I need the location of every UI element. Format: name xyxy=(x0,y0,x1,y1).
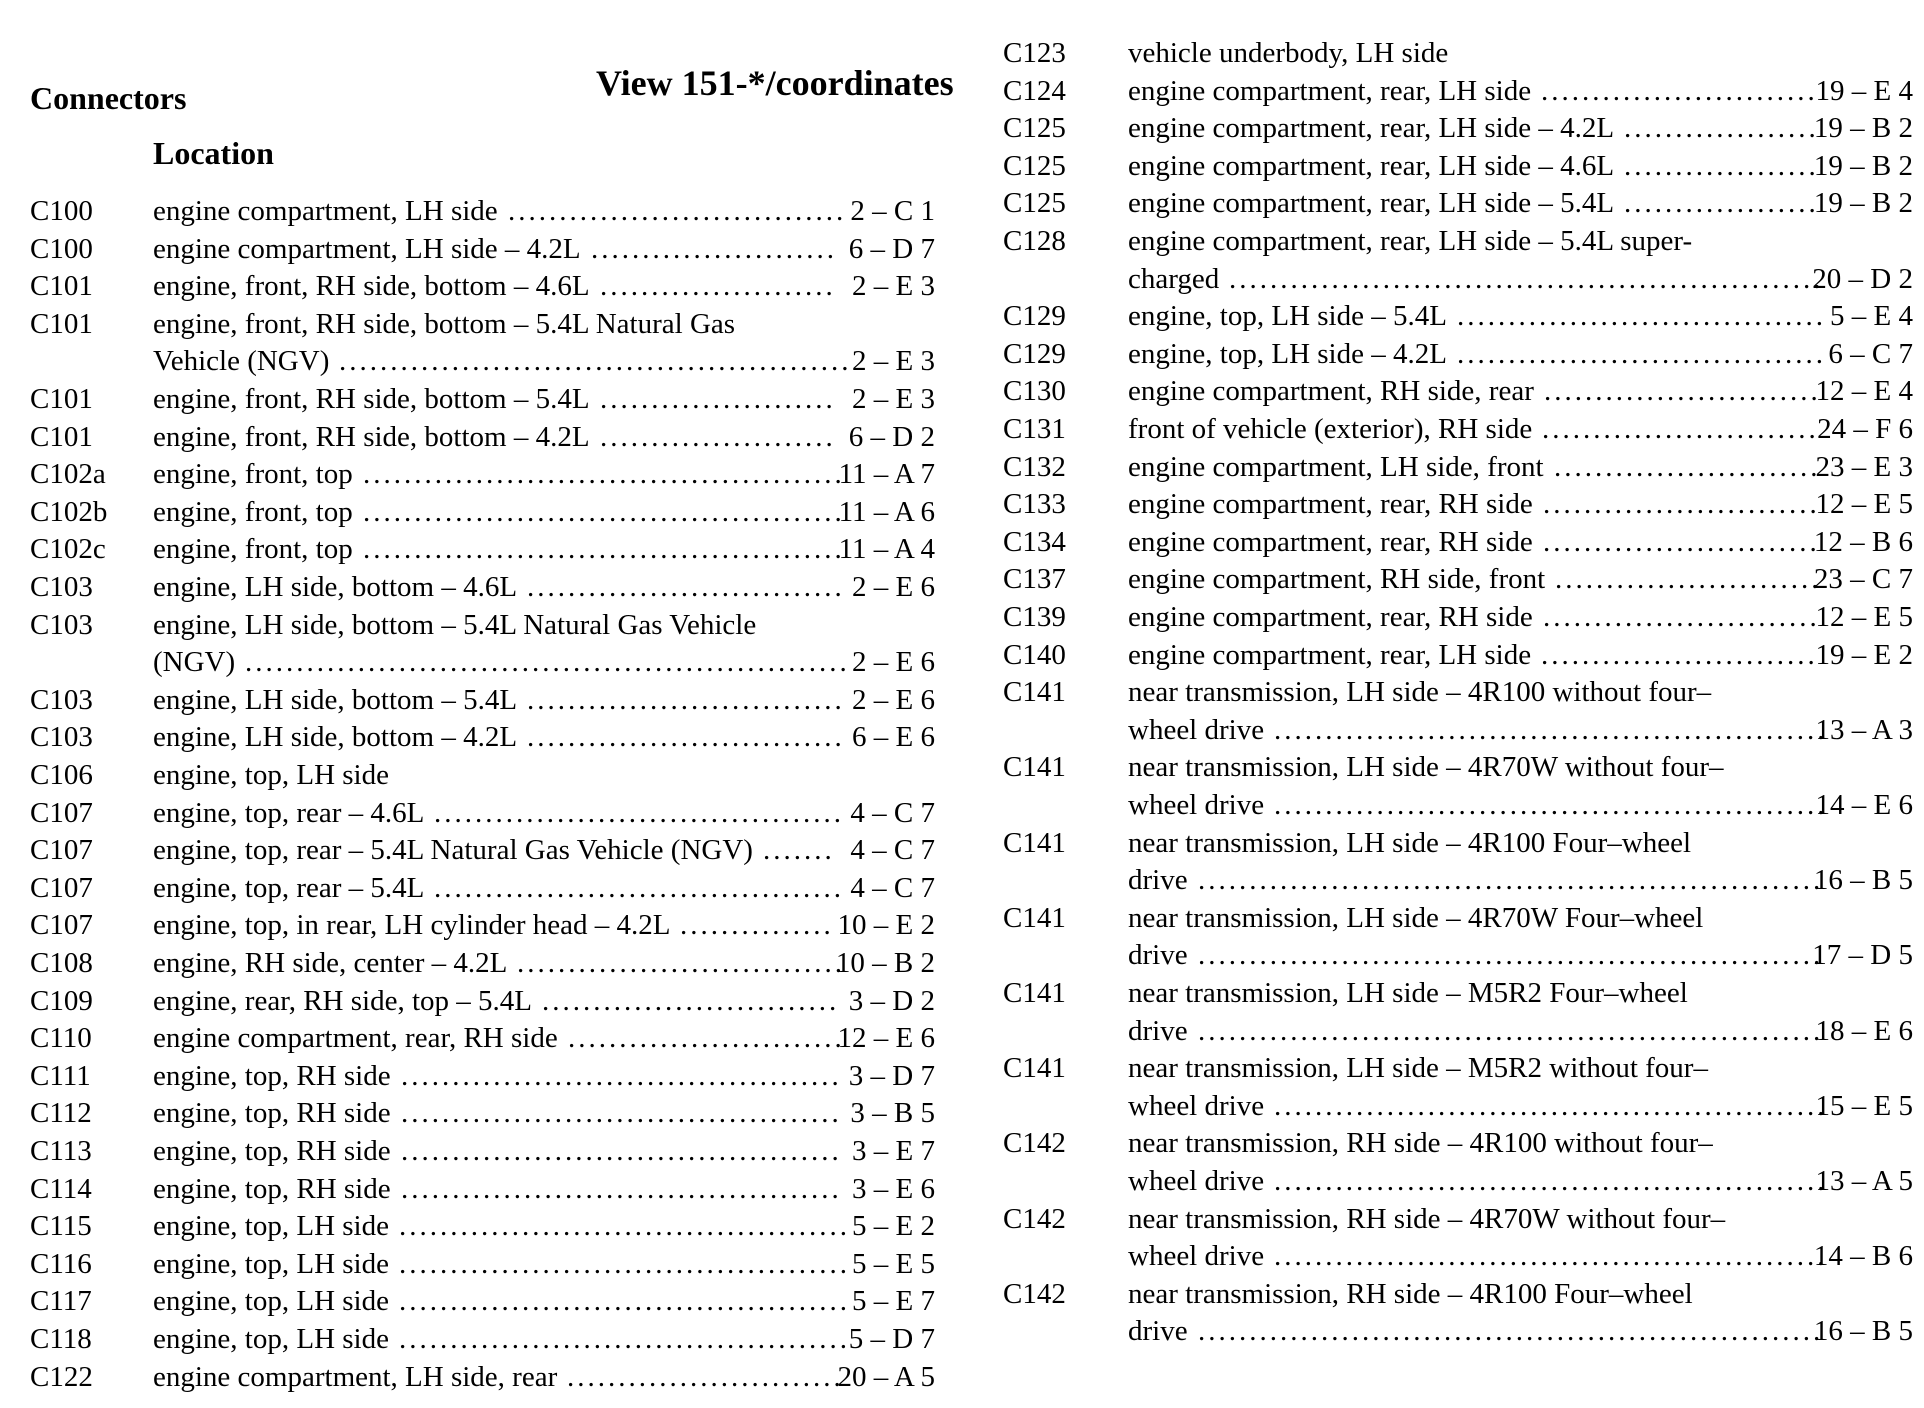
connector-location: wheel drive xyxy=(1128,713,1265,746)
dot-leader: ............................................... xyxy=(363,458,845,491)
dot-leader: ............... xyxy=(680,909,834,942)
coordinate-ref: 5 – E 2 xyxy=(852,1210,935,1243)
dot-leader: ........................................... xyxy=(401,1097,842,1130)
connector-id: C140 xyxy=(1003,638,1066,671)
connector-location: engine, top, LH side xyxy=(153,1285,389,1318)
coordinate-ref: 2 – E 3 xyxy=(852,383,935,415)
connector-id: C141 xyxy=(1003,977,1066,1009)
connector-location: near transmission, LH side – M5R2 without four– xyxy=(1128,1052,1708,1085)
dot-leader: ............................................................. xyxy=(1198,864,1824,897)
dot-leader: .................................... xyxy=(1457,337,1826,370)
dot-leader: ...................................................... xyxy=(1274,713,1828,746)
connector-location: engine, LH side, bottom – 4.2L xyxy=(153,721,518,754)
dot-leader: ................................ xyxy=(517,947,845,979)
connector-id: C125 xyxy=(1003,187,1066,220)
coordinate-ref: 5 – E 5 xyxy=(852,1247,935,1280)
connector-id: C125 xyxy=(1003,112,1066,145)
coordinate-ref: 12 – E 5 xyxy=(1815,601,1913,633)
connector-location: engine, top, RH side xyxy=(153,1172,391,1205)
connector-location: engine, front, RH side, bottom – 5.4L xyxy=(153,383,590,415)
connector-id: C139 xyxy=(1003,601,1066,633)
connector-location: near transmission, LH side – M5R2 Four–wheel xyxy=(1128,977,1688,1009)
dot-leader: ........................................... xyxy=(401,1172,842,1205)
dot-leader: ............................................ xyxy=(399,1210,850,1243)
connector-location: engine, top, rear – 4.6L xyxy=(153,796,425,829)
coordinate-ref: 12 – E 6 xyxy=(837,1022,935,1055)
connector-id: C101 xyxy=(30,307,93,340)
coordinate-ref: 10 – B 2 xyxy=(835,947,935,979)
connector-id: C124 xyxy=(1003,74,1066,107)
connector-id: C103 xyxy=(30,683,93,716)
dot-leader: ...................................................... xyxy=(1274,788,1828,821)
connector-id: C107 xyxy=(30,909,93,942)
coordinate-ref: 3 – B 5 xyxy=(850,1097,935,1130)
coordinate-ref: 4 – C 7 xyxy=(850,796,935,829)
connector-location: drive xyxy=(1128,1014,1188,1047)
dot-leader: ....... xyxy=(763,834,835,867)
connector-id: C115 xyxy=(30,1210,92,1243)
connector-location: engine, LH side, bottom – 4.6L xyxy=(153,571,518,603)
coordinate-ref: 19 – B 2 xyxy=(1813,149,1913,182)
connector-location: engine, front, RH side, bottom – 4.6L xyxy=(153,270,590,303)
connector-id: C103 xyxy=(30,721,93,754)
connector-location: engine, top, in rear, LH cylinder head – 4.2L xyxy=(153,909,671,942)
dot-leader: ............................................ xyxy=(399,1247,850,1280)
connector-id: C102b xyxy=(30,495,108,528)
coordinate-ref: 2 – E 6 xyxy=(852,646,935,679)
dot-leader: ........................ xyxy=(591,232,837,265)
dot-leader: ....................... xyxy=(600,420,836,453)
connector-id: C118 xyxy=(30,1323,92,1355)
dot-leader: ....................... xyxy=(600,270,836,303)
connector-location: wheel drive xyxy=(1128,788,1265,821)
dot-leader: ............................................... xyxy=(363,533,845,566)
connector-location: engine compartment, rear, RH side xyxy=(1128,525,1533,558)
connector-location: near transmission, RH side – 4R70W without four– xyxy=(1128,1202,1726,1235)
coordinate-ref: 14 – B 6 xyxy=(1813,1240,1913,1273)
dot-leader: ............................................................. xyxy=(1198,1014,1824,1047)
connector-location: engine, LH side, bottom – 5.4L Natural Gas Vehicle xyxy=(153,608,757,641)
connector-id: C128 xyxy=(1003,225,1066,257)
connector-id: C133 xyxy=(1003,488,1066,521)
connector-location: engine compartment, rear, RH side xyxy=(1128,601,1533,633)
connector-location: engine, LH side, bottom – 5.4L xyxy=(153,683,518,716)
coordinate-ref: 2 – C 1 xyxy=(850,195,935,227)
connector-location: engine, RH side, center – 4.2L xyxy=(153,947,508,979)
connector-id: C142 xyxy=(1003,1277,1066,1310)
dot-leader: ............................................ xyxy=(399,1285,850,1318)
connector-location: engine compartment, RH side, rear xyxy=(1128,375,1534,408)
connector-location: engine, top, RH side xyxy=(153,1135,391,1167)
coordinate-ref: 2 – E 6 xyxy=(852,571,935,603)
coordinate-ref: 19 – B 2 xyxy=(1813,187,1913,220)
connector-id: C141 xyxy=(1003,901,1066,934)
connector-location: engine, top, rear – 5.4L Natural Gas Vehicle (NGV) xyxy=(153,834,753,867)
connector-id: C117 xyxy=(30,1285,92,1318)
connector-id: C102a xyxy=(30,458,106,491)
connector-id: C100 xyxy=(30,232,93,265)
coordinate-ref: 6 – D 2 xyxy=(848,420,935,453)
connector-id: C108 xyxy=(30,947,93,979)
connector-id: C109 xyxy=(30,984,93,1017)
coordinate-ref: 4 – C 7 xyxy=(850,834,935,867)
dot-leader: ........................... xyxy=(567,1360,844,1393)
dot-leader: ............................... xyxy=(527,721,845,754)
connector-id: C137 xyxy=(1003,563,1066,596)
connector-id: C100 xyxy=(30,195,93,227)
coordinate-ref: 20 – A 5 xyxy=(837,1360,935,1393)
dot-leader: ................... xyxy=(1624,149,1819,182)
connector-location: engine compartment, rear, LH side – 4.6L xyxy=(1128,149,1615,182)
coordinate-ref: 2 – E 3 xyxy=(852,270,935,303)
connector-id: C107 xyxy=(30,871,93,904)
connector-location: engine, front, top xyxy=(153,458,353,491)
connector-id: C112 xyxy=(30,1097,92,1130)
connector-location: engine, top, LH side – 4.2L xyxy=(1128,337,1447,370)
coordinate-ref: 5 – E 4 xyxy=(1830,300,1913,333)
dot-leader: ........................................ xyxy=(434,796,844,829)
connector-location: engine, rear, RH side, top – 5.4L xyxy=(153,984,532,1017)
coordinate-ref: 5 – E 7 xyxy=(852,1285,935,1318)
connector-location: engine compartment, LH side, rear xyxy=(153,1360,558,1393)
coordinate-ref: 19 – E 2 xyxy=(1815,638,1913,671)
dot-leader: ............................................ xyxy=(399,1323,850,1355)
connector-id: C101 xyxy=(30,383,93,415)
dot-leader: ........................................... xyxy=(401,1135,842,1167)
connector-id: C141 xyxy=(1003,676,1066,709)
coordinate-ref: 18 – E 6 xyxy=(1815,1014,1913,1047)
dot-leader: .......................... xyxy=(1555,563,1822,596)
dot-leader: ................................. xyxy=(508,195,847,227)
connector-id: C101 xyxy=(30,420,93,453)
connector-location: engine compartment, RH side, front xyxy=(1128,563,1546,596)
connector-id: C132 xyxy=(1003,450,1066,483)
view-coordinates-title: View 151-*/coordinates xyxy=(596,63,954,103)
dot-leader: ........................... xyxy=(568,1022,845,1055)
dot-leader: ................... xyxy=(1624,187,1819,220)
connector-id: C113 xyxy=(30,1135,92,1167)
dot-leader: ............................................................. xyxy=(1198,939,1824,972)
connector-location: engine, top, LH side xyxy=(153,1323,389,1355)
connector-location: engine compartment, LH side – 4.2L xyxy=(153,232,581,265)
connector-location: engine, front, top xyxy=(153,495,353,528)
coordinate-ref: 11 – A 4 xyxy=(838,533,935,566)
dot-leader: .......................... xyxy=(1554,450,1821,483)
connector-location: near transmission, RH side – 4R100 Four–wheel xyxy=(1128,1277,1693,1310)
coordinate-ref: 24 – F 6 xyxy=(1817,413,1913,445)
connector-id: C116 xyxy=(30,1247,92,1280)
connector-id: C123 xyxy=(1003,37,1066,69)
coordinate-ref: 6 – D 7 xyxy=(848,232,935,265)
dot-leader: ...................................................... xyxy=(1274,1240,1828,1273)
connector-id: C141 xyxy=(1003,826,1066,859)
connector-location: engine compartment, LH side xyxy=(153,195,498,227)
coordinate-ref: 6 – E 6 xyxy=(852,721,935,754)
connector-location: engine compartment, rear, LH side – 5.4L super- xyxy=(1128,225,1693,257)
connector-location: engine, top, RH side xyxy=(153,1097,391,1130)
dot-leader: ........................... xyxy=(1543,601,1820,633)
coordinate-ref: 14 – E 6 xyxy=(1815,788,1913,821)
connector-id: C106 xyxy=(30,759,93,791)
connector-id: C141 xyxy=(1003,751,1066,784)
connector-location: engine, top, LH side xyxy=(153,1210,389,1243)
connector-location: drive xyxy=(1128,1315,1188,1348)
coordinate-ref: 19 – B 2 xyxy=(1813,112,1913,145)
connector-id: C102c xyxy=(30,533,106,566)
dot-leader: ...................................................... xyxy=(1274,1089,1828,1122)
page-title: Connectors xyxy=(30,80,187,116)
coordinate-ref: 6 – C 7 xyxy=(1828,337,1913,370)
connector-location: near transmission, LH side – 4R70W Four–wheel xyxy=(1128,901,1704,934)
connector-location: wheel drive xyxy=(1128,1089,1265,1122)
coordinate-ref: 5 – D 7 xyxy=(848,1323,935,1355)
connector-location: (NGV) xyxy=(153,646,236,679)
connector-location: near transmission, LH side – 4R100 without four– xyxy=(1128,676,1712,709)
dot-leader: ....................... xyxy=(600,383,836,415)
dot-leader: ............................... xyxy=(527,571,845,603)
coordinate-ref: 3 – D 2 xyxy=(848,984,935,1017)
dot-leader: ............................................................. xyxy=(1198,1315,1824,1348)
dot-leader: ............................. xyxy=(542,984,840,1017)
dot-leader: ........................... xyxy=(1542,413,1819,445)
connector-location: engine, top, LH side – 5.4L xyxy=(1128,300,1447,333)
connector-id: C107 xyxy=(30,834,93,867)
connector-location: engine, top, LH side xyxy=(153,1247,389,1280)
dot-leader: ........................... xyxy=(1543,488,1820,521)
dot-leader: ........................................... xyxy=(401,1059,842,1092)
connector-location: engine compartment, rear, LH side xyxy=(1128,74,1532,107)
connector-location: engine compartment, rear, LH side – 5.4L xyxy=(1128,187,1615,220)
connector-location: wheel drive xyxy=(1128,1164,1265,1197)
connector-location: near transmission, LH side – 4R70W without four– xyxy=(1128,751,1724,784)
connector-location: engine compartment, rear, LH side xyxy=(1128,638,1532,671)
dot-leader: .................................................. xyxy=(339,345,852,378)
coordinate-ref: 12 – B 6 xyxy=(1813,525,1913,558)
connector-location: engine compartment, rear, RH side xyxy=(1128,488,1533,521)
coordinate-ref: 11 – A 7 xyxy=(838,458,935,491)
connector-id: C110 xyxy=(30,1022,92,1055)
location-header: Location xyxy=(153,135,274,171)
coordinate-ref: 13 – A 3 xyxy=(1815,713,1913,746)
coordinate-ref: 3 – E 6 xyxy=(852,1172,935,1205)
coordinate-ref: 16 – B 5 xyxy=(1813,1315,1913,1348)
connector-id: C130 xyxy=(1003,375,1066,408)
dot-leader: ............................................... xyxy=(363,495,845,528)
connector-id: C103 xyxy=(30,571,93,603)
connector-location: engine, top, LH side xyxy=(153,759,389,791)
connector-location: engine, top, rear – 5.4L xyxy=(153,871,425,904)
connector-id: C122 xyxy=(30,1360,93,1393)
connector-location: Vehicle (NGV) xyxy=(153,345,330,378)
connector-id: C111 xyxy=(30,1059,91,1092)
connector-id: C129 xyxy=(1003,337,1066,370)
coordinate-ref: 15 – E 5 xyxy=(1815,1089,1913,1122)
coordinate-ref: 2 – E 6 xyxy=(852,683,935,716)
connector-id: C134 xyxy=(1003,525,1066,558)
connector-location: wheel drive xyxy=(1128,1240,1265,1273)
connector-location: engine, top, RH side xyxy=(153,1059,391,1092)
connector-location: engine compartment, LH side, front xyxy=(1128,450,1544,483)
connector-id: C142 xyxy=(1003,1202,1066,1235)
connector-location: engine compartment, rear, LH side – 4.2L xyxy=(1128,112,1615,145)
connector-location: drive xyxy=(1128,939,1188,972)
coordinate-ref: 12 – E 4 xyxy=(1815,375,1913,408)
coordinate-ref: 3 – D 7 xyxy=(848,1059,935,1092)
connector-id: C107 xyxy=(30,796,93,829)
coordinate-ref: 23 – E 3 xyxy=(1815,450,1913,483)
connector-location: engine compartment, rear, RH side xyxy=(153,1022,558,1055)
connector-id: C125 xyxy=(1003,149,1066,182)
connector-location: engine, front, RH side, bottom – 5.4L Natural Gas xyxy=(153,307,736,340)
dot-leader: ........................... xyxy=(1544,375,1821,408)
connector-id: C129 xyxy=(1003,300,1066,333)
connector-id: C114 xyxy=(30,1172,92,1205)
dot-leader: ........................................................... xyxy=(245,646,850,679)
dot-leader: ...................................................... xyxy=(1274,1164,1828,1197)
connector-location: engine, front, top xyxy=(153,533,353,566)
connector-id: C142 xyxy=(1003,1127,1066,1160)
coordinate-ref: 16 – B 5 xyxy=(1813,864,1913,897)
dot-leader: .................................... xyxy=(1457,300,1826,333)
dot-leader: ........................................ xyxy=(434,871,844,904)
dot-leader: ................... xyxy=(1624,112,1819,145)
dot-leader: ........................... xyxy=(1543,525,1820,558)
coordinate-ref: 17 – D 5 xyxy=(1812,939,1913,972)
coordinate-ref: 4 – C 7 xyxy=(850,871,935,904)
coordinate-ref: 11 – A 6 xyxy=(838,495,935,528)
connector-location: engine, front, RH side, bottom – 4.2L xyxy=(153,420,590,453)
connector-location: vehicle underbody, LH side xyxy=(1128,37,1449,69)
coordinate-ref: 10 – E 2 xyxy=(837,909,935,942)
connector-location: drive xyxy=(1128,864,1188,897)
coordinate-ref: 3 – E 7 xyxy=(852,1135,935,1167)
connector-location: near transmission, LH side – 4R100 Four–wheel xyxy=(1128,826,1692,859)
connector-location: front of vehicle (exterior), RH side xyxy=(1128,413,1533,445)
connector-id: C101 xyxy=(30,270,93,303)
dot-leader: ........................... xyxy=(1541,638,1818,671)
coordinate-ref: 13 – A 5 xyxy=(1815,1164,1913,1197)
coordinate-ref: 20 – D 2 xyxy=(1812,262,1913,295)
dot-leader: ............................... xyxy=(527,683,845,716)
connector-id: C141 xyxy=(1003,1052,1066,1085)
coordinate-ref: 12 – E 5 xyxy=(1815,488,1913,521)
coordinate-ref: 23 – C 7 xyxy=(1813,563,1913,596)
coordinate-ref: 19 – E 4 xyxy=(1815,74,1913,107)
dot-leader: .......................................................... xyxy=(1229,262,1824,295)
connector-location: charged xyxy=(1128,262,1220,295)
dot-leader: ........................... xyxy=(1541,74,1818,107)
coordinate-ref: 2 – E 3 xyxy=(852,345,935,378)
connector-id: C131 xyxy=(1003,413,1066,445)
connector-id: C103 xyxy=(30,608,93,641)
connector-location: near transmission, RH side – 4R100 without four– xyxy=(1128,1127,1713,1160)
